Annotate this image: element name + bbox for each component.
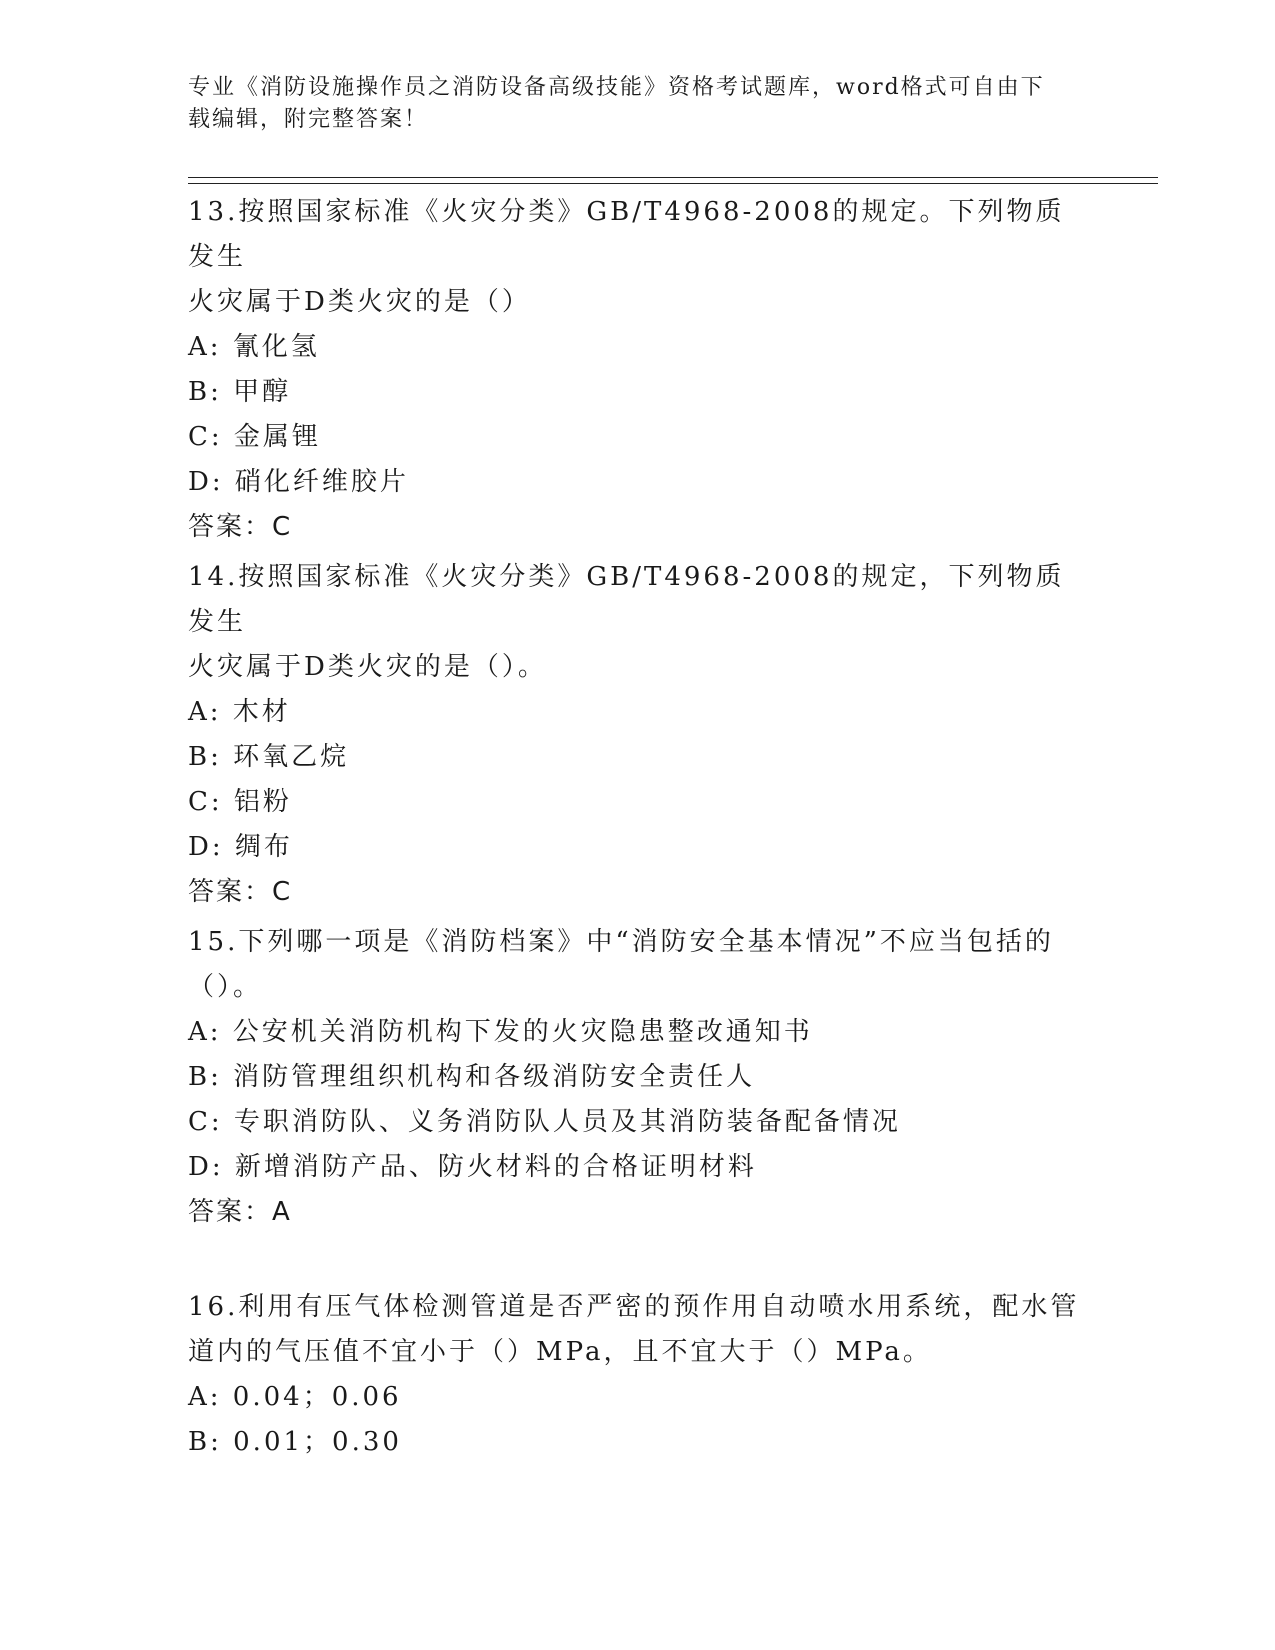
- answer: 答案：C: [188, 512, 293, 542]
- option-d: D: 硝化纤维胶片: [188, 467, 409, 497]
- question-13: [188, 190, 1088, 550]
- question-text-line-1: 14.按照国家标准《火灾分类》GB/T4968-2008的规定，下列物质发生: [188, 562, 1065, 637]
- option-c: C: 金属锂: [188, 422, 321, 452]
- question-text-line-1: 16.利用有压气体检测管道是否严密的预作用自动喷水用系统，配水管: [188, 1292, 1080, 1322]
- question-16: [188, 1285, 1088, 1465]
- header-line-1: 专业《消防设施操作员之消防设备高级技能》资格考试题库，word格式可自由下: [188, 75, 1045, 100]
- option-c: C: 铝粉: [188, 787, 292, 817]
- option-d: D: 绸布: [188, 832, 293, 862]
- question-text-line-2: 火灾属于D类火灾的是（）。: [188, 652, 547, 682]
- option-a: A: 0.04；0.06: [188, 1382, 402, 1412]
- option-b: B: 环氧乙烷: [188, 742, 350, 772]
- header-divider-top: [188, 177, 1158, 178]
- document-header: [188, 72, 1088, 136]
- question-15: [188, 920, 1088, 1235]
- option-d: D: 新增消防产品、防火材料的合格证明材料: [188, 1152, 757, 1182]
- question-14: [188, 555, 1088, 915]
- header-divider-bottom: [188, 183, 1158, 184]
- option-a: A: 公安机关消防机构下发的火灾隐患整改通知书: [188, 1017, 813, 1047]
- question-text-line-2: （）。: [188, 972, 263, 1002]
- option-a: A: 木材: [188, 697, 291, 727]
- question-text-line-1: 13.按照国家标准《火灾分类》GB/T4968-2008的规定。下列物质发生: [188, 197, 1065, 272]
- question-text-line-2: 道内的气压值不宜小于（）MPa，且不宜大于（）MPa。: [188, 1337, 932, 1367]
- option-b: B: 消防管理组织机构和各级消防安全责任人: [188, 1062, 756, 1092]
- header-line-2: 载编辑，附完整答案！: [188, 107, 429, 132]
- option-a: A: 氰化氢: [188, 332, 320, 362]
- option-b: B: 0.01；0.30: [188, 1427, 402, 1457]
- question-text-line-1: 15.下列哪一项是《消防档案》中“消防安全基本情况”不应当包括的: [188, 927, 1054, 957]
- option-c: C: 专职消防队、义务消防队人员及其消防装备配备情况: [188, 1107, 901, 1137]
- option-b: B: 甲醇: [188, 377, 292, 407]
- question-text-line-2: 火灾属于D类火灾的是（）: [188, 287, 531, 317]
- answer: 答案：A: [188, 1197, 292, 1227]
- answer: 答案：C: [188, 877, 293, 907]
